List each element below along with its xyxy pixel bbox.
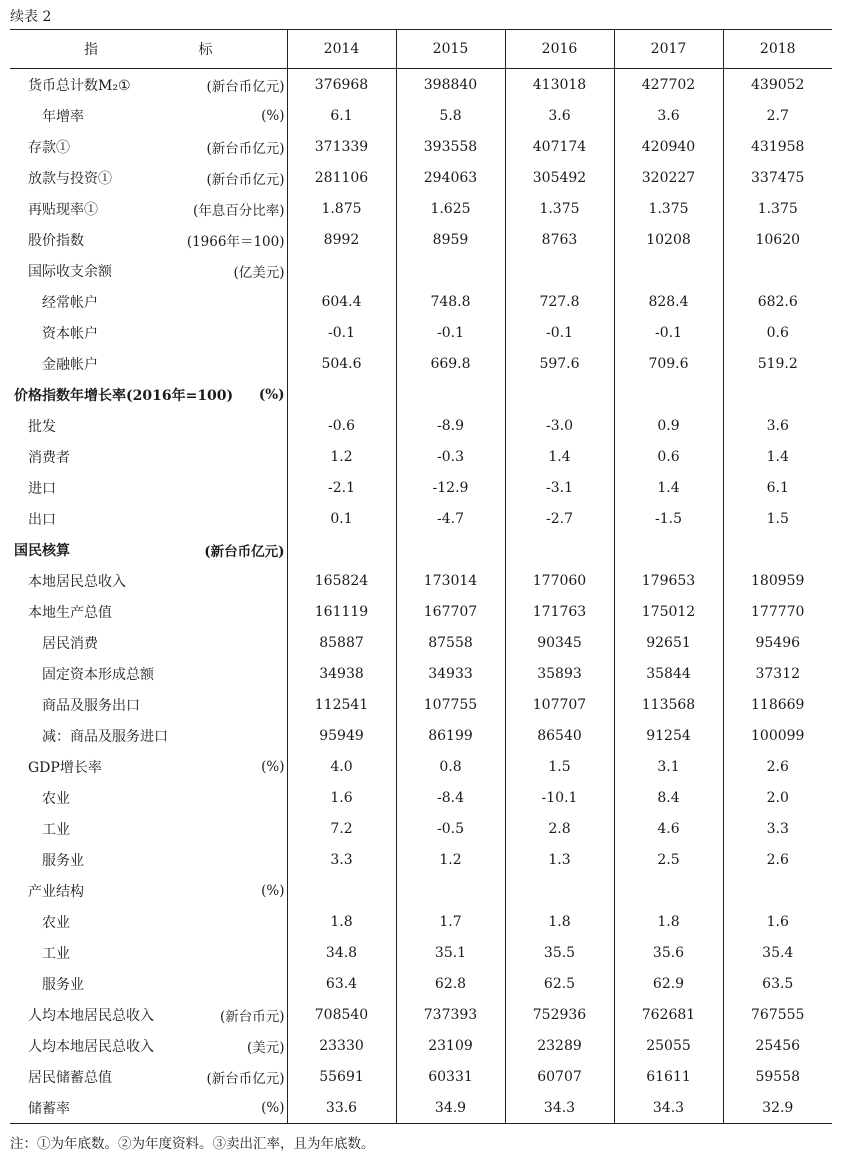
year-header: 2015 (396, 30, 505, 69)
value-cell: 1.4 (614, 472, 723, 503)
value-cell: 4.6 (614, 813, 723, 844)
value-cell: 427702 (614, 69, 723, 101)
value-cell: 35.1 (396, 937, 505, 968)
value-cell: 34.3 (505, 1092, 614, 1124)
value-cell: -1.5 (614, 503, 723, 534)
indicator-cell (10, 100, 287, 131)
indicator-unit: (新台币亿元) (204, 543, 285, 560)
indicator-name: 人均本地居民总收入 (28, 1038, 154, 1055)
value-cell: 1.625 (396, 193, 505, 224)
value-cell: -0.5 (396, 813, 505, 844)
value-cell: 504.6 (287, 348, 396, 379)
value-cell (287, 379, 396, 410)
value-cell: -12.9 (396, 472, 505, 503)
value-cell: 3.6 (505, 100, 614, 131)
indicator-name: 居民储蓄总值 (28, 1069, 112, 1086)
value-cell: -3.0 (505, 410, 614, 441)
indicator-cell (10, 875, 287, 906)
value-cell: 95496 (723, 627, 832, 658)
value-cell: 8959 (396, 224, 505, 255)
table-row (10, 410, 832, 441)
value-cell: 337475 (723, 162, 832, 193)
value-cell: 1.375 (614, 193, 723, 224)
value-cell: 398840 (396, 69, 505, 101)
value-cell: 180959 (723, 565, 832, 596)
value-cell: 407174 (505, 131, 614, 162)
value-cell: 34938 (287, 658, 396, 689)
table-row (10, 658, 832, 689)
table-row (10, 131, 832, 162)
indicator-cell (10, 689, 287, 720)
indicator-name: 放款与投资① (28, 170, 112, 187)
value-cell: 281106 (287, 162, 396, 193)
value-cell (287, 875, 396, 906)
table-row (10, 751, 832, 782)
table-row (10, 1030, 832, 1061)
value-cell: 597.6 (505, 348, 614, 379)
indicator-cell (10, 193, 287, 224)
value-cell (723, 534, 832, 565)
table-row (10, 317, 832, 348)
table-row (10, 565, 832, 596)
value-cell: 1.6 (723, 906, 832, 937)
indicator-name: 工业 (42, 821, 70, 838)
value-cell: 1.375 (723, 193, 832, 224)
value-cell (723, 875, 832, 906)
value-cell: 2.6 (723, 751, 832, 782)
indicator-cell (10, 565, 287, 596)
value-cell: -0.1 (396, 317, 505, 348)
year-header: 2018 (723, 30, 832, 69)
indicator-name: 固定资本形成总额 (42, 666, 154, 683)
table-row (10, 162, 832, 193)
value-cell (614, 875, 723, 906)
year-header: 2017 (614, 30, 723, 69)
value-cell: -2.1 (287, 472, 396, 503)
indicator-cell (10, 999, 287, 1030)
value-cell: 2.6 (723, 844, 832, 875)
value-cell: 1.4 (505, 441, 614, 472)
value-cell: 6.1 (287, 100, 396, 131)
indicator-cell (10, 596, 287, 627)
value-cell: 5.8 (396, 100, 505, 131)
value-cell: 25055 (614, 1030, 723, 1061)
indicator-header: 指 标 (10, 30, 287, 69)
table-row (10, 720, 832, 751)
value-cell: -0.3 (396, 441, 505, 472)
indicator-cell (10, 286, 287, 317)
value-cell: 37312 (723, 658, 832, 689)
indicator-cell (10, 379, 287, 410)
indicator-name: 国民核算 (14, 542, 70, 559)
value-cell: 113568 (614, 689, 723, 720)
value-cell: 91254 (614, 720, 723, 751)
indicator-name: 服务业 (42, 852, 84, 869)
value-cell: 23330 (287, 1030, 396, 1061)
indicator-unit: (%) (258, 386, 285, 403)
value-cell: 10208 (614, 224, 723, 255)
indicator-cell (10, 224, 287, 255)
value-cell: 2.7 (723, 100, 832, 131)
indicator-unit: (%) (261, 107, 285, 124)
value-cell: 1.2 (396, 844, 505, 875)
value-cell (505, 379, 614, 410)
value-cell: 175012 (614, 596, 723, 627)
value-cell: 6.1 (723, 472, 832, 503)
indicator-cell (10, 1092, 287, 1124)
table-row (10, 69, 832, 101)
value-cell: 161119 (287, 596, 396, 627)
value-cell: 2.5 (614, 844, 723, 875)
indicator-unit: (%) (261, 1099, 285, 1116)
value-cell: 294063 (396, 162, 505, 193)
value-cell: 748.8 (396, 286, 505, 317)
indicator-cell (10, 906, 287, 937)
value-cell (396, 255, 505, 286)
indicator-name: 本地居民总收入 (28, 573, 126, 590)
value-cell: 62.9 (614, 968, 723, 999)
value-cell (396, 875, 505, 906)
value-cell: 1.875 (287, 193, 396, 224)
value-cell: 1.6 (287, 782, 396, 813)
indicator-name: 价格指数年增长率(2016年=100) (14, 387, 234, 404)
value-cell: 682.6 (723, 286, 832, 317)
value-cell: 1.3 (505, 844, 614, 875)
value-cell: 35.6 (614, 937, 723, 968)
value-cell: 431958 (723, 131, 832, 162)
value-cell: 1.2 (287, 441, 396, 472)
indicator-name: 存款① (28, 139, 70, 156)
table-row (10, 844, 832, 875)
value-cell: 3.6 (614, 100, 723, 131)
indicator-unit: (年息百分比率) (192, 202, 285, 219)
value-cell: 604.4 (287, 286, 396, 317)
table-row (10, 1061, 832, 1092)
indicator-name: 资本帐户 (42, 325, 98, 342)
value-cell: 35.5 (505, 937, 614, 968)
value-cell (505, 875, 614, 906)
indicator-cell (10, 348, 287, 379)
indicator-cell (10, 503, 287, 534)
value-cell: 100099 (723, 720, 832, 751)
indicator-cell (10, 720, 287, 751)
indicator-unit: (新台币亿元) (206, 78, 285, 95)
value-cell (614, 534, 723, 565)
indicator-unit: (%) (261, 882, 285, 899)
value-cell: 60707 (505, 1061, 614, 1092)
value-cell: 1.8 (614, 906, 723, 937)
value-cell: 118669 (723, 689, 832, 720)
table-row (10, 937, 832, 968)
indicator-cell (10, 844, 287, 875)
value-cell: 762681 (614, 999, 723, 1030)
table-row (10, 503, 832, 534)
value-cell: 737393 (396, 999, 505, 1030)
indicator-cell (10, 1061, 287, 1092)
table-row (10, 906, 832, 937)
value-cell: 1.375 (505, 193, 614, 224)
indicator-name: 消费者 (28, 449, 70, 466)
value-cell: 0.6 (723, 317, 832, 348)
table-row (10, 193, 832, 224)
indicator-name: 出口 (28, 511, 56, 528)
indicator-cell (10, 813, 287, 844)
indicator-name: 工业 (42, 945, 70, 962)
value-cell (723, 379, 832, 410)
value-cell: -4.7 (396, 503, 505, 534)
table-caption: 续表 2 (10, 9, 52, 25)
value-cell: 107755 (396, 689, 505, 720)
table-row (10, 875, 832, 906)
value-cell: 3.6 (723, 410, 832, 441)
value-cell (287, 534, 396, 565)
value-cell: 393558 (396, 131, 505, 162)
value-cell: 86540 (505, 720, 614, 751)
value-cell: -8.4 (396, 782, 505, 813)
value-cell: 34.8 (287, 937, 396, 968)
table-row (10, 224, 832, 255)
value-cell: 10620 (723, 224, 832, 255)
indicator-unit: (新台币亿元) (206, 171, 285, 188)
indicator-unit: (美元) (246, 1039, 285, 1056)
value-cell (505, 255, 614, 286)
table-row (10, 286, 832, 317)
table-row (10, 1092, 832, 1124)
value-cell (287, 255, 396, 286)
value-cell: 1.5 (723, 503, 832, 534)
indicator-cell (10, 658, 287, 689)
value-cell: 107707 (505, 689, 614, 720)
value-cell: 34933 (396, 658, 505, 689)
indicator-name: 货币总计数M₂① (28, 77, 131, 94)
indicator-name: 农业 (42, 790, 70, 807)
indicator-name: 居民消费 (42, 635, 98, 652)
indicator-name: 国际收支余额 (28, 263, 112, 280)
indicator-cell (10, 627, 287, 658)
value-cell: 727.8 (505, 286, 614, 317)
value-cell: 60331 (396, 1061, 505, 1092)
indicator-cell (10, 441, 287, 472)
value-cell: 3.1 (614, 751, 723, 782)
indicator-name: 商品及服务出口 (42, 697, 140, 714)
value-cell: 167707 (396, 596, 505, 627)
value-cell (723, 255, 832, 286)
value-cell: 62.5 (505, 968, 614, 999)
indicator-name: 进口 (28, 480, 56, 497)
value-cell: 2.8 (505, 813, 614, 844)
value-cell: 7.2 (287, 813, 396, 844)
indicator-name: 服务业 (42, 976, 84, 993)
indicator-cell (10, 69, 287, 101)
indicator-cell (10, 472, 287, 503)
value-cell: 112541 (287, 689, 396, 720)
value-cell: 3.3 (287, 844, 396, 875)
value-cell: 55691 (287, 1061, 396, 1092)
value-cell: 1.4 (723, 441, 832, 472)
value-cell: 32.9 (723, 1092, 832, 1124)
value-cell: 171763 (505, 596, 614, 627)
value-cell: -0.1 (287, 317, 396, 348)
value-cell: 62.8 (396, 968, 505, 999)
indicator-name: 股价指数 (28, 232, 84, 249)
value-cell (396, 534, 505, 565)
table-row (10, 379, 832, 410)
table-row (10, 999, 832, 1030)
indicator-unit: (1966年＝100) (186, 233, 285, 250)
value-cell: 85887 (287, 627, 396, 658)
value-cell: 828.4 (614, 286, 723, 317)
indicator-name: 农业 (42, 914, 70, 931)
value-cell: 177770 (723, 596, 832, 627)
value-cell: 92651 (614, 627, 723, 658)
value-cell: 8763 (505, 224, 614, 255)
indicator-name: 减：商品及服务进口 (42, 728, 168, 745)
table-row (10, 100, 832, 131)
table-row (10, 534, 832, 565)
table-row (10, 782, 832, 813)
value-cell: 90345 (505, 627, 614, 658)
value-cell: 87558 (396, 627, 505, 658)
table-row (10, 472, 832, 503)
indicator-name: 本地生产总值 (28, 604, 112, 621)
value-cell: 320227 (614, 162, 723, 193)
value-cell: 305492 (505, 162, 614, 193)
indicator-unit: (%) (261, 758, 285, 775)
indicator-cell (10, 410, 287, 441)
indicator-name: 储蓄率 (28, 1100, 70, 1117)
value-cell: 35844 (614, 658, 723, 689)
value-cell: 4.0 (287, 751, 396, 782)
table-row (10, 255, 832, 286)
table-row (10, 627, 832, 658)
table-row (10, 689, 832, 720)
table-row (10, 441, 832, 472)
value-cell: -8.9 (396, 410, 505, 441)
value-cell: 708540 (287, 999, 396, 1030)
indicator-unit: (亿美元) (233, 264, 285, 281)
value-cell: 179653 (614, 565, 723, 596)
indicator-cell (10, 255, 287, 286)
value-cell (614, 255, 723, 286)
value-cell: 1.8 (287, 906, 396, 937)
value-cell: 33.6 (287, 1092, 396, 1124)
indicator-name: GDP增长率 (28, 759, 102, 776)
value-cell: -0.1 (505, 317, 614, 348)
value-cell: 0.6 (614, 441, 723, 472)
value-cell: 34.9 (396, 1092, 505, 1124)
indicator-cell (10, 162, 287, 193)
value-cell: 420940 (614, 131, 723, 162)
indicator-cell (10, 131, 287, 162)
table-row (10, 813, 832, 844)
indicator-unit: (新台币元) (219, 1008, 285, 1025)
footnote: 注：①为年底数。②为年度资料。③卖出汇率，且为年底数。 (10, 1136, 375, 1152)
value-cell: 413018 (505, 69, 614, 101)
indicator-cell (10, 968, 287, 999)
value-cell (505, 534, 614, 565)
value-cell: 25456 (723, 1030, 832, 1061)
value-cell: 35893 (505, 658, 614, 689)
value-cell: 165824 (287, 565, 396, 596)
indicator-cell (10, 1030, 287, 1061)
value-cell: 23109 (396, 1030, 505, 1061)
value-cell: 35.4 (723, 937, 832, 968)
value-cell: 1.8 (505, 906, 614, 937)
indicator-name: 年增率 (42, 108, 84, 125)
value-cell (614, 379, 723, 410)
indicator-name: 再贴现率① (28, 201, 98, 218)
value-cell: 371339 (287, 131, 396, 162)
value-cell: 1.5 (505, 751, 614, 782)
table-row (10, 348, 832, 379)
indicator-name: 人均本地居民总收入 (28, 1007, 154, 1024)
table-row (10, 968, 832, 999)
value-cell: 439052 (723, 69, 832, 101)
indicator-name: 产业结构 (28, 883, 84, 900)
value-cell: -2.7 (505, 503, 614, 534)
indicator-cell (10, 751, 287, 782)
value-cell: 63.5 (723, 968, 832, 999)
value-cell: -3.1 (505, 472, 614, 503)
statistics-table (10, 29, 832, 1124)
indicator-cell (10, 317, 287, 348)
value-cell: 23289 (505, 1030, 614, 1061)
indicator-cell (10, 534, 287, 565)
value-cell: 376968 (287, 69, 396, 101)
indicator-cell (10, 937, 287, 968)
indicator-name: 批发 (28, 418, 56, 435)
table-row (10, 596, 832, 627)
value-cell: 1.7 (396, 906, 505, 937)
value-cell: 8992 (287, 224, 396, 255)
value-cell: -0.1 (614, 317, 723, 348)
value-cell: 63.4 (287, 968, 396, 999)
value-cell: 0.8 (396, 751, 505, 782)
value-cell: 669.8 (396, 348, 505, 379)
value-cell: 2.0 (723, 782, 832, 813)
value-cell: 519.2 (723, 348, 832, 379)
indicator-unit: (新台币亿元) (206, 1070, 285, 1087)
value-cell: 59558 (723, 1061, 832, 1092)
indicator-cell (10, 782, 287, 813)
value-cell: 34.3 (614, 1092, 723, 1124)
year-header: 2016 (505, 30, 614, 69)
value-cell: 0.1 (287, 503, 396, 534)
value-cell: 767555 (723, 999, 832, 1030)
value-cell (396, 379, 505, 410)
year-header: 2014 (287, 30, 396, 69)
value-cell: -0.6 (287, 410, 396, 441)
value-cell: 86199 (396, 720, 505, 751)
indicator-unit: (新台币亿元) (206, 140, 285, 157)
value-cell: 752936 (505, 999, 614, 1030)
header-row (10, 30, 832, 69)
indicator-name: 经常帐户 (42, 294, 98, 311)
value-cell: 173014 (396, 565, 505, 596)
value-cell: 177060 (505, 565, 614, 596)
value-cell: 61611 (614, 1061, 723, 1092)
value-cell: 709.6 (614, 348, 723, 379)
value-cell: 95949 (287, 720, 396, 751)
value-cell: -10.1 (505, 782, 614, 813)
value-cell: 8.4 (614, 782, 723, 813)
value-cell: 0.9 (614, 410, 723, 441)
indicator-name: 金融帐户 (42, 356, 98, 373)
value-cell: 3.3 (723, 813, 832, 844)
